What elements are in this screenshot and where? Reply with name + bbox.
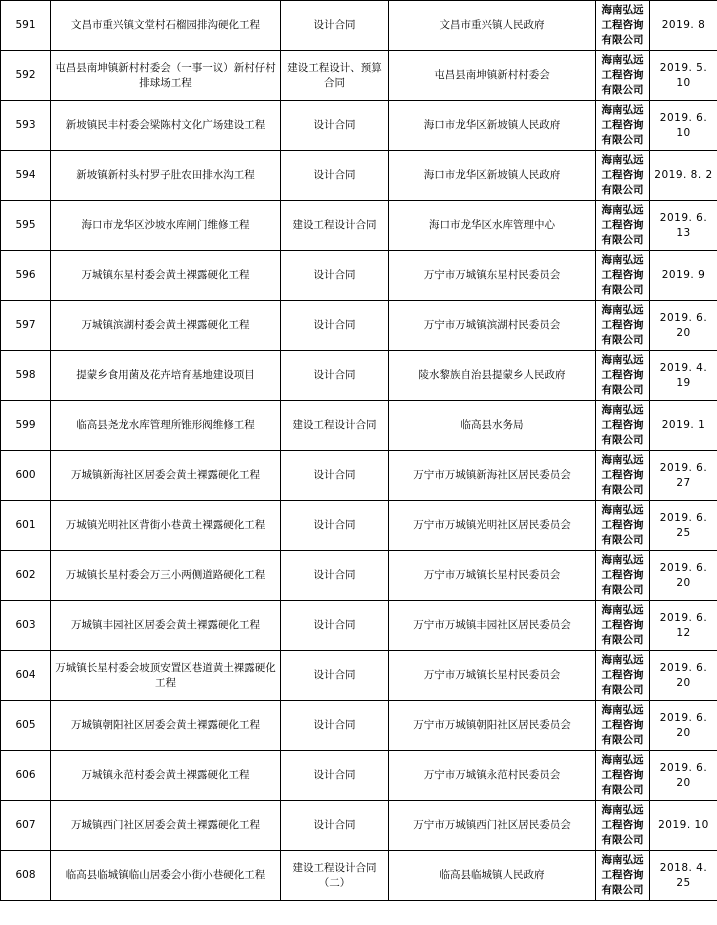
- client-cell: 万宁市万城镇丰园社区居民委员会: [389, 601, 596, 651]
- client-cell: 临高县临城镇人民政府: [389, 851, 596, 901]
- table-body: [1, 1, 717, 901]
- table-row: [1, 1, 717, 51]
- row-number-cell: 591: [1, 1, 51, 51]
- date-cell: 2018. 4. 25: [650, 851, 717, 901]
- date-cell: 2019. 1: [650, 401, 717, 451]
- project-name-cell: 万城镇朝阳社区居委会黄土裸露硬化工程: [51, 701, 281, 751]
- date-cell: 2019. 6. 20: [650, 651, 717, 701]
- date-cell: 2019. 6. 27: [650, 451, 717, 501]
- client-cell: 万宁市万城镇长星村民委员会: [389, 651, 596, 701]
- date-cell: 2019. 6. 12: [650, 601, 717, 651]
- contract-type-cell: 设计合同: [281, 601, 389, 651]
- contract-type-cell: 设计合同: [281, 801, 389, 851]
- date-cell: 2019. 6. 20: [650, 751, 717, 801]
- date-cell: 2019. 6. 20: [650, 551, 717, 601]
- company-cell: 海南弘远工程咨询有限公司: [596, 151, 650, 201]
- project-name-cell: 万城镇长星村委会万三小两侧道路硬化工程: [51, 551, 281, 601]
- date-cell: 2019. 10: [650, 801, 717, 851]
- table-row: [1, 151, 717, 201]
- client-cell: 文昌市重兴镇人民政府: [389, 1, 596, 51]
- company-cell: 海南弘远工程咨询有限公司: [596, 351, 650, 401]
- contract-type-cell: 建设工程设计、预算合同: [281, 51, 389, 101]
- contract-type-cell: 设计合同: [281, 501, 389, 551]
- table-row: [1, 651, 717, 701]
- client-cell: 陵水黎族自治县提蒙乡人民政府: [389, 351, 596, 401]
- project-name-cell: 万城镇丰园社区居委会黄土裸露硬化工程: [51, 601, 281, 651]
- table-row: [1, 201, 717, 251]
- client-cell: 万宁市万城镇新海社区居民委员会: [389, 451, 596, 501]
- company-cell: 海南弘远工程咨询有限公司: [596, 651, 650, 701]
- client-cell: 万宁市万城镇东星村民委员会: [389, 251, 596, 301]
- contract-type-cell: 设计合同: [281, 351, 389, 401]
- contract-type-cell: 设计合同: [281, 551, 389, 601]
- project-name-cell: 临高县尧龙水库管理所锥形阀维修工程: [51, 401, 281, 451]
- date-cell: 2019. 6. 25: [650, 501, 717, 551]
- table-row: [1, 851, 717, 901]
- contract-type-cell: 建设工程设计合同: [281, 401, 389, 451]
- row-number-cell: 594: [1, 151, 51, 201]
- table-row: [1, 101, 717, 151]
- contract-type-cell: 设计合同: [281, 251, 389, 301]
- table-row: [1, 501, 717, 551]
- contract-type-cell: 设计合同: [281, 1, 389, 51]
- project-name-cell: 万城镇永范村委会黄土裸露硬化工程: [51, 751, 281, 801]
- company-cell: 海南弘远工程咨询有限公司: [596, 401, 650, 451]
- row-number-cell: 593: [1, 101, 51, 151]
- date-cell: 2019. 5. 10: [650, 51, 717, 101]
- date-cell: 2019. 4. 19: [650, 351, 717, 401]
- company-cell: 海南弘远工程咨询有限公司: [596, 551, 650, 601]
- company-cell: 海南弘远工程咨询有限公司: [596, 451, 650, 501]
- table-row: [1, 751, 717, 801]
- company-cell: 海南弘远工程咨询有限公司: [596, 751, 650, 801]
- contract-type-cell: 建设工程设计合同（二）: [281, 851, 389, 901]
- client-cell: 临高县水务局: [389, 401, 596, 451]
- client-cell: 万宁市万城镇朝阳社区居民委员会: [389, 701, 596, 751]
- company-cell: 海南弘远工程咨询有限公司: [596, 301, 650, 351]
- company-cell: 海南弘远工程咨询有限公司: [596, 601, 650, 651]
- date-cell: 2019. 8: [650, 1, 717, 51]
- project-name-cell: 屯昌县南坤镇新村村委会（一事一议）新村仔村排球场工程: [51, 51, 281, 101]
- row-number-cell: 598: [1, 351, 51, 401]
- project-name-cell: 万城镇长星村委会坡顶安置区巷道黄土裸露硬化工程: [51, 651, 281, 701]
- date-cell: 2019. 6. 13: [650, 201, 717, 251]
- project-name-cell: 万城镇东星村委会黄土裸露硬化工程: [51, 251, 281, 301]
- row-number-cell: 599: [1, 401, 51, 451]
- project-name-cell: 新坡镇民丰村委会梁陈村文化广场建设工程: [51, 101, 281, 151]
- project-name-cell: 提蒙乡食用菌及花卉培育基地建设项目: [51, 351, 281, 401]
- client-cell: 海口市龙华区新坡镇人民政府: [389, 101, 596, 151]
- project-name-cell: 临高县临城镇临山居委会小街小巷硬化工程: [51, 851, 281, 901]
- project-name-cell: 万城镇滨湖村委会黄土裸露硬化工程: [51, 301, 281, 351]
- date-cell: 2019. 6. 20: [650, 701, 717, 751]
- company-cell: 海南弘远工程咨询有限公司: [596, 501, 650, 551]
- project-name-cell: 文昌市重兴镇文堂村石榴园排沟硬化工程: [51, 1, 281, 51]
- table-row: [1, 701, 717, 751]
- company-cell: 海南弘远工程咨询有限公司: [596, 51, 650, 101]
- date-cell: 2019. 8. 2: [650, 151, 717, 201]
- client-cell: 万宁市万城镇光明社区居民委员会: [389, 501, 596, 551]
- company-cell: 海南弘远工程咨询有限公司: [596, 801, 650, 851]
- client-cell: 海口市龙华区水库管理中心: [389, 201, 596, 251]
- date-cell: 2019. 6. 10: [650, 101, 717, 151]
- client-cell: 海口市龙华区新坡镇人民政府: [389, 151, 596, 201]
- date-cell: 2019. 6. 20: [650, 301, 717, 351]
- table-row: [1, 401, 717, 451]
- table-row: [1, 451, 717, 501]
- table-row: [1, 301, 717, 351]
- contract-type-cell: 建设工程设计合同: [281, 201, 389, 251]
- table-row: [1, 801, 717, 851]
- table-row: [1, 251, 717, 301]
- company-cell: 海南弘远工程咨询有限公司: [596, 851, 650, 901]
- company-cell: 海南弘远工程咨询有限公司: [596, 101, 650, 151]
- row-number-cell: 596: [1, 251, 51, 301]
- row-number-cell: 597: [1, 301, 51, 351]
- table-row: [1, 351, 717, 401]
- company-cell: 海南弘远工程咨询有限公司: [596, 201, 650, 251]
- contract-type-cell: 设计合同: [281, 701, 389, 751]
- row-number-cell: 603: [1, 601, 51, 651]
- client-cell: 万宁市万城镇滨湖村民委员会: [389, 301, 596, 351]
- company-cell: 海南弘远工程咨询有限公司: [596, 251, 650, 301]
- client-cell: 万宁市万城镇西门社区居民委员会: [389, 801, 596, 851]
- contract-type-cell: 设计合同: [281, 151, 389, 201]
- row-number-cell: 602: [1, 551, 51, 601]
- project-name-cell: 万城镇新海社区居委会黄土裸露硬化工程: [51, 451, 281, 501]
- project-name-cell: 万城镇西门社区居委会黄土裸露硬化工程: [51, 801, 281, 851]
- company-cell: 海南弘远工程咨询有限公司: [596, 1, 650, 51]
- client-cell: 屯昌县南坤镇新村村委会: [389, 51, 596, 101]
- date-cell: 2019. 9: [650, 251, 717, 301]
- contract-type-cell: 设计合同: [281, 751, 389, 801]
- contract-type-cell: 设计合同: [281, 451, 389, 501]
- project-name-cell: 海口市龙华区沙坡水库闸门维修工程: [51, 201, 281, 251]
- table-row: [1, 601, 717, 651]
- row-number-cell: 605: [1, 701, 51, 751]
- row-number-cell: 601: [1, 501, 51, 551]
- row-number-cell: 604: [1, 651, 51, 701]
- project-name-cell: 万城镇光明社区背街小巷黄土裸露硬化工程: [51, 501, 281, 551]
- contract-type-cell: 设计合同: [281, 101, 389, 151]
- row-number-cell: 600: [1, 451, 51, 501]
- table-row: [1, 51, 717, 101]
- row-number-cell: 595: [1, 201, 51, 251]
- project-name-cell: 新坡镇新村头村罗子肚农田排水沟工程: [51, 151, 281, 201]
- contract-type-cell: 设计合同: [281, 651, 389, 701]
- row-number-cell: 607: [1, 801, 51, 851]
- row-number-cell: 606: [1, 751, 51, 801]
- client-cell: 万宁市万城镇长星村民委员会: [389, 551, 596, 601]
- company-cell: 海南弘远工程咨询有限公司: [596, 701, 650, 751]
- row-number-cell: 608: [1, 851, 51, 901]
- contract-type-cell: 设计合同: [281, 301, 389, 351]
- row-number-cell: 592: [1, 51, 51, 101]
- table-row: [1, 551, 717, 601]
- client-cell: 万宁市万城镇永范村民委员会: [389, 751, 596, 801]
